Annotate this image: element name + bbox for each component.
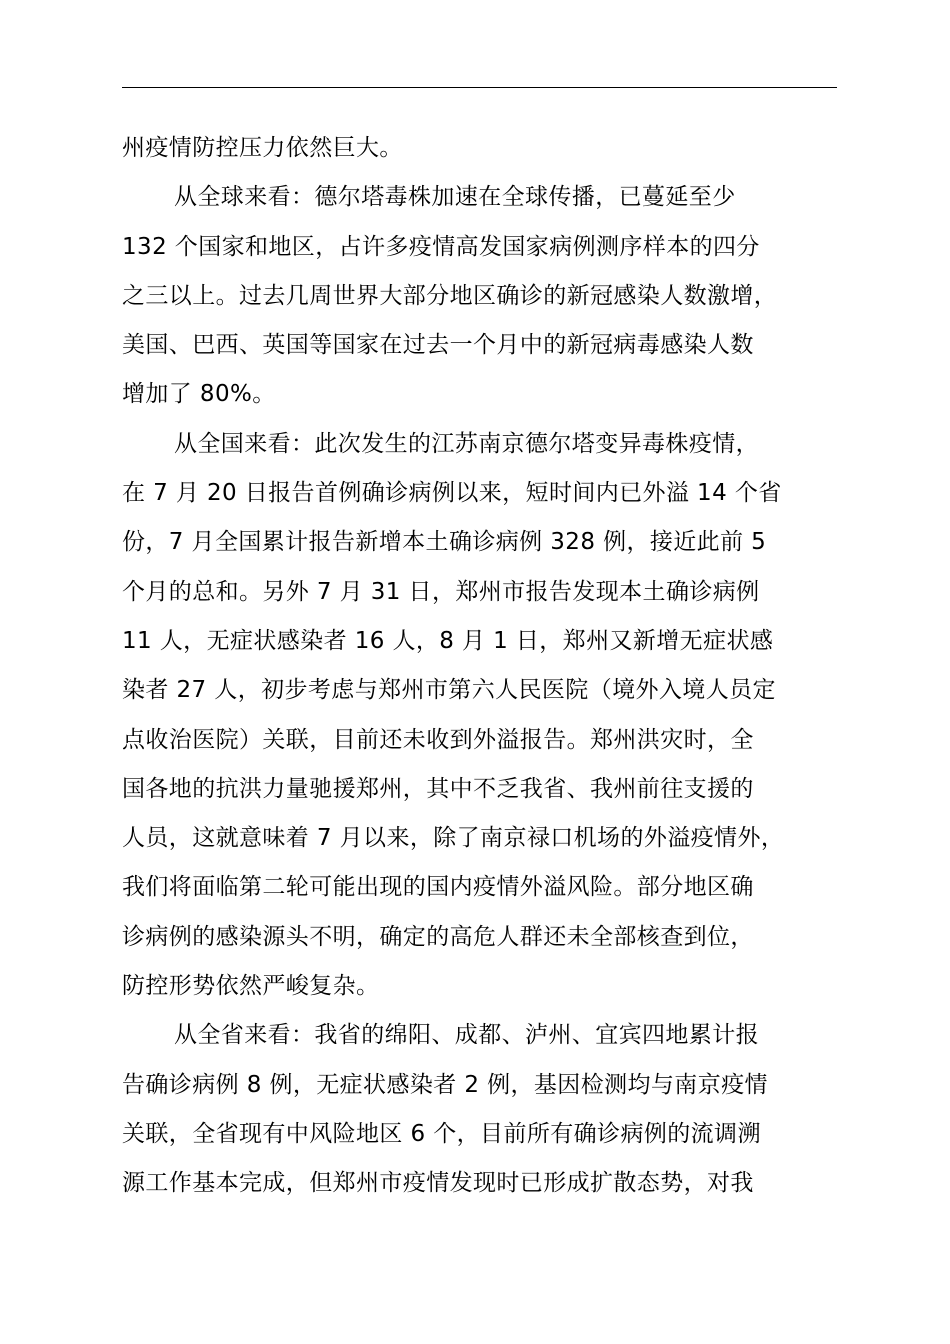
text-line: 个月的总和。另外 7 月 31 日，郑州市报告发现本土确诊病例: [122, 578, 760, 605]
text-line: 132 个国家和地区，占许多疫情高发国家病例测序样本的四分: [122, 233, 760, 260]
text-line: 国各地的抗洪力量驰援郑州，其中不乏我省、我州前往支援的: [122, 775, 754, 802]
text-line: 份，7 月全国累计报告新增本土确诊病例 328 例，接近此前 5: [122, 529, 767, 556]
text-line: 告确诊病例 8 例，无症状感染者 2 例，基因检测均与南京疫情: [122, 1071, 768, 1098]
header-rule: [122, 87, 837, 88]
text-line: 人员，这就意味着 7 月以来，除了南京禄口机场的外溢疫情外，: [122, 825, 785, 852]
text-line: 我们将面临第二轮可能出现的国内疫情外溢风险。部分地区确: [122, 874, 754, 901]
text-line: 11 人，无症状感染者 16 人，8 月 1 日，郑州又新增无症状感: [122, 627, 774, 654]
text-line: 美国、巴西、英国等国家在过去一个月中的新冠病毒感染人数: [122, 332, 754, 359]
paragraph-national-start: 从全国来看：此次发生的江苏南京德尔塔变异毒株疫情，: [174, 430, 759, 457]
text-line: 在 7 月 20 日报告首例确诊病例以来，短时间内已外溢 14 个省: [122, 480, 782, 507]
text-line: 之三以上。过去几周世界大部分地区确诊的新冠感染人数激增，: [122, 282, 778, 309]
text-line: 点收治医院）关联，目前还未收到外溢报告。郑州洪灾时，全: [122, 726, 754, 753]
text-line: 源工作基本完成，但郑州市疫情发现时已形成扩散态势，对我: [122, 1170, 754, 1197]
text-line: 增加了 80%。: [122, 381, 276, 408]
text-line: 州疫情防控压力依然巨大。: [122, 135, 403, 161]
text-line: 关联，全省现有中风险地区 6 个，目前所有确诊病例的流调溯: [122, 1120, 761, 1147]
text-line: 染者 27 人，初步考虑与郑州市第六人民医院（境外入境人员定: [122, 677, 776, 704]
text-line: 诊病例的感染源头不明，确定的高危人群还未全部核查到位，: [122, 923, 754, 950]
paragraph-province-start: 从全省来看：我省的绵阳、成都、泸州、宜宾四地累计报: [174, 1022, 759, 1049]
paragraph-global-start: 从全球来看：德尔塔毒株加速在全球传播，已蔓延至少: [174, 184, 736, 211]
body-text: [122, 124, 837, 1209]
text-line: 防控形势依然严峻复杂。: [122, 973, 380, 1000]
